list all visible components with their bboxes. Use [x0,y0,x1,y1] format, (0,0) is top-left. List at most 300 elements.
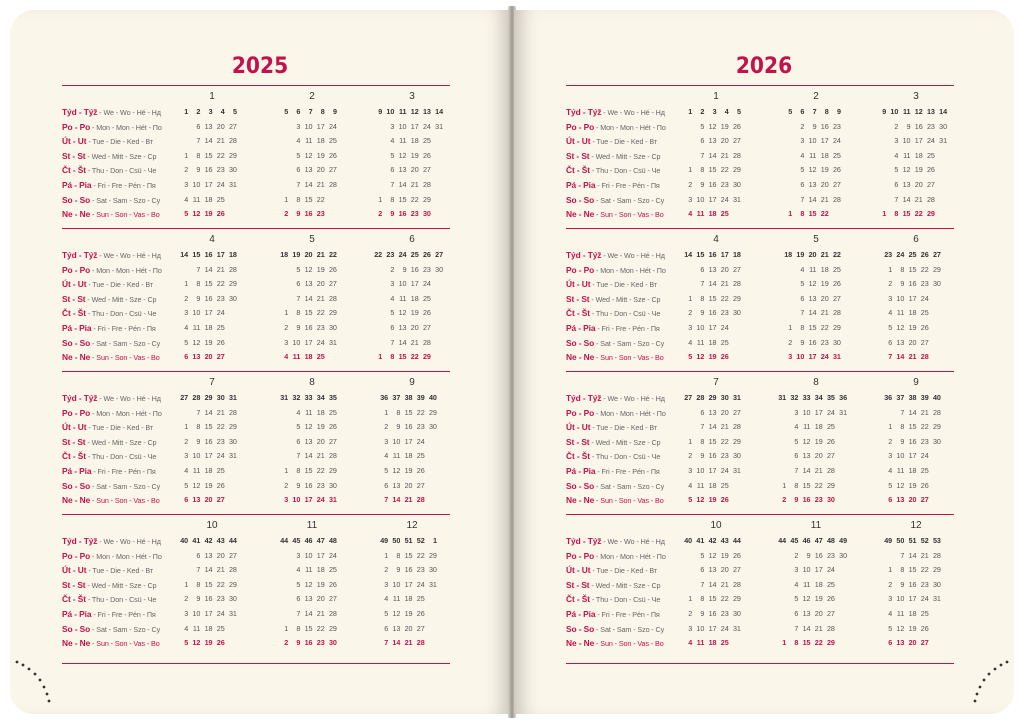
date-cell: 20 [404,480,413,490]
date-cell: 15 [708,436,717,446]
date-cell: 23 [416,565,425,575]
date-cell: 12 [192,638,201,648]
date-cell: 19 [914,165,923,175]
date-cell: 32 [292,393,301,402]
weekday-label: Út - Ut - Tue - Die - Ked - Вт [566,422,658,433]
date-cell: 27 [732,264,741,274]
date-cell [370,178,382,193]
date-cell: 8 [700,293,705,303]
date-cell: 29 [204,393,213,402]
date-cell: 33 [802,393,811,402]
divider-rule [566,514,954,515]
day-row [276,622,356,637]
date-cell: 18 [316,565,325,575]
date-cell: 18 [908,608,917,618]
date-cell: 7 [196,264,201,274]
date-cell: 23 [422,264,431,274]
quarter-block [62,371,450,514]
date-cell: 27 [422,165,431,175]
date-cell: 9 [794,495,799,505]
date-cell: 11 [696,337,705,347]
day-row [370,292,450,307]
date-cell [835,449,847,464]
weekday-label: Pá - Pia - Fri - Fre - Pén - Пя [566,322,660,333]
date-cell: 9 [700,608,705,618]
date-cell: 5 [184,638,189,648]
day-row [370,207,450,222]
date-cell: 24 [422,279,431,289]
weekday-label: So - So - Sat - Sam - Szo - Су [566,480,665,491]
date-cell: 19 [204,209,213,219]
date-cell: 25 [832,150,841,160]
date-cell: 36 [380,393,389,402]
date-cell: 23 [820,337,829,347]
date-cell: 10 [896,293,905,303]
date-cell [835,636,847,651]
date-cell: 4 [184,194,189,204]
day-row [880,420,960,435]
date-cell: 2 [700,107,705,116]
date-cell: 16 [820,121,829,131]
date-cell: 4 [888,465,893,475]
date-cell: 25 [328,407,337,417]
date-cell: 29 [732,436,741,446]
date-cell: 5 [296,264,301,274]
date-cell: 28 [696,393,705,402]
week-number-row [680,391,760,406]
date-cell: 31 [428,579,437,589]
weekday-labels [566,248,686,365]
date-cell: 6 [888,495,893,505]
date-cell: 21 [720,579,729,589]
day-row [376,578,456,593]
date-cell: 2 [184,594,189,604]
date-cell: 18 [708,337,717,347]
date-cell: 17 [808,352,817,362]
date-cell: 26 [826,594,835,604]
day-row [880,321,960,336]
date-cell: 28 [732,150,741,160]
date-cell: 13 [204,550,213,560]
day-row [680,563,760,578]
date-cell: 2 [688,451,693,461]
date-cell [276,435,288,450]
date-cell: 20 [404,623,413,633]
date-cell: 12 [696,495,705,505]
date-cell: 8 [824,107,829,116]
date-cell: 13 [304,165,313,175]
date-cell: 23 [926,121,935,131]
date-cell: 37 [896,393,905,402]
date-cell: 31 [228,393,237,402]
date-cell: 16 [204,436,213,446]
day-row [880,607,960,622]
date-cell: 24 [398,250,407,259]
date-cell: 21 [814,465,823,475]
date-cell: 13 [896,495,905,505]
date-cell: 4 [390,293,395,303]
date-cell: 13 [802,608,811,618]
date-cell: 48 [328,536,337,545]
date-cell: 25 [720,209,729,219]
date-cell: 8 [320,107,325,116]
day-row [370,134,450,149]
date-cell: 28 [926,194,935,204]
date-cell: 24 [920,594,929,604]
month-column [176,105,256,222]
day-row [780,120,860,135]
date-cell: 26 [720,495,729,505]
date-cell [425,493,437,508]
date-cell: 44 [778,536,787,545]
date-cell [774,464,786,479]
date-cell: 26 [328,422,337,432]
date-cell: 3 [384,436,389,446]
date-cell: 14 [896,352,905,362]
date-cell: 12 [398,150,407,160]
date-cell: 8 [390,352,395,362]
day-row [880,636,960,651]
date-cell: 20 [316,594,325,604]
date-cell: 6 [700,264,705,274]
date-cell [176,563,188,578]
day-row [176,321,256,336]
divider-rule [62,514,450,515]
date-cell: 35 [328,393,337,402]
date-cell: 16 [410,264,419,274]
day-row [276,479,356,494]
quarter-block [566,228,954,371]
date-cell: 18 [316,407,325,417]
date-cell [325,350,337,365]
date-cell: 28 [328,293,337,303]
weekday-label: Ne - Ne - Sun - Son - Vas - Во [62,638,160,649]
date-cell: 7 [196,565,201,575]
date-cell [835,464,847,479]
date-cell [276,563,288,578]
date-cell: 16 [304,209,313,219]
date-cell [370,263,382,278]
date-cell: 6 [800,107,805,116]
date-cell: 14 [808,194,817,204]
date-cell: 5 [384,465,389,475]
date-cell: 15 [204,422,213,432]
date-cell: 23 [814,495,823,505]
date-cell: 30 [939,121,948,131]
date-cell: 6 [794,451,799,461]
date-cell: 11 [902,107,911,116]
date-cell [431,178,443,193]
date-cell: 24 [720,465,729,475]
date-cell: 25 [216,465,225,475]
date-cell: 20 [304,250,313,259]
date-cell: 23 [920,279,929,289]
date-cell: 12 [192,337,201,347]
date-cell: 5 [688,352,693,362]
date-cell: 31 [732,623,741,633]
date-cell: 16 [304,638,313,648]
date-cell: 14 [398,179,407,189]
date-cell: 10 [896,594,905,604]
date-cell: 3 [184,451,189,461]
date-cell: 18 [404,594,413,604]
date-cell: 10 [796,352,805,362]
date-cell: 13 [204,121,213,131]
date-cell: 17 [708,322,717,332]
date-cell: 12 [914,107,923,116]
date-cell: 29 [826,480,835,490]
day-row [774,563,854,578]
date-cell: 1 [284,194,289,204]
date-cell: 6 [700,136,705,146]
date-cell: 21 [914,194,923,204]
date-cell: 32 [790,393,799,402]
date-cell [774,449,786,464]
date-cell: 25 [416,451,425,461]
date-cell: 11 [896,465,905,475]
date-cell: 16 [814,550,823,560]
date-cell [874,163,886,178]
date-cell: 2 [894,121,899,131]
weekday-label: Týd - Týž - We - Wo - Hé - Нд [566,250,665,260]
date-cell [780,120,792,135]
calendar-grid-right [566,85,954,657]
date-cell: 8 [700,594,705,604]
date-cell: 15 [204,579,213,589]
date-cell: 19 [316,422,325,432]
date-cell [370,163,382,178]
day-row [780,163,860,178]
date-cell: 27 [416,623,425,633]
date-cell: 30 [932,579,941,589]
date-cell: 11 [192,322,201,332]
date-cell: 10 [304,550,313,560]
day-row [176,578,256,593]
day-row [874,120,954,135]
date-cell [276,549,288,564]
date-cell: 24 [920,293,929,303]
date-cell: 30 [732,179,741,189]
date-cell [680,406,692,421]
date-cell [729,636,741,651]
date-cell: 27 [832,179,841,189]
date-cell: 1 [888,565,893,575]
date-cell: 24 [316,495,325,505]
date-cell: 25 [720,638,729,648]
day-row [176,406,256,421]
date-cell: 26 [422,150,431,160]
date-cell: 25 [316,352,325,362]
date-cell: 18 [814,422,823,432]
date-cell: 44 [228,536,237,545]
date-cell: 4 [220,107,225,116]
date-cell: 2 [284,480,289,490]
divider-rule [62,228,450,229]
date-cell: 15 [802,480,811,490]
month-column [680,534,760,651]
month-number: 8 [309,377,315,388]
day-row [680,306,760,321]
date-cell: 25 [328,565,337,575]
date-cell [774,435,786,450]
date-cell: 7 [296,293,301,303]
month-number: 2 [813,91,819,102]
date-cell: 6 [196,121,201,131]
date-cell: 40 [180,536,189,545]
date-cell [370,321,382,336]
date-cell [431,149,443,164]
day-row [276,563,356,578]
week-number-row [176,391,256,406]
date-cell: 8 [296,308,301,318]
date-cell: 14 [802,465,811,475]
date-cell: 5 [800,165,805,175]
date-cell: 28 [416,495,425,505]
date-cell: 28 [328,179,337,189]
date-cell: 15 [304,194,313,204]
date-cell: 17 [708,465,717,475]
quarter-block [62,228,450,371]
date-cell: 21 [820,194,829,204]
date-cell: 30 [228,436,237,446]
date-cell: 12 [304,150,313,160]
year-title-left: 2025 [231,54,289,79]
date-cell: 3 [284,495,289,505]
date-cell: 13 [708,407,717,417]
date-cell: 34 [814,393,823,402]
date-cell: 24 [896,250,905,259]
date-cell: 13 [192,352,201,362]
day-row [176,435,256,450]
day-row [680,163,760,178]
weekday-label: Po - Po - Mon - Mon - Hét - По [62,264,162,275]
date-cell: 13 [392,480,401,490]
date-cell: 18 [708,480,717,490]
date-cell: 10 [292,337,301,347]
date-cell: 1 [888,422,893,432]
date-cell: 21 [410,337,419,347]
date-cell: 21 [920,407,929,417]
day-row [780,336,860,351]
date-cell: 17 [708,194,717,204]
date-cell [225,493,237,508]
date-cell: 7 [308,107,313,116]
date-cell: 1 [184,150,189,160]
date-cell [225,350,237,365]
month-number: 9 [409,377,415,388]
date-cell [431,207,443,222]
date-cell: 9 [700,179,705,189]
date-cell: 6 [384,480,389,490]
date-cell: 15 [808,209,817,219]
date-cell: 18 [914,150,923,160]
date-cell: 17 [404,436,413,446]
day-row [176,622,256,637]
date-cell [276,263,288,278]
date-cell: 47 [316,536,325,545]
date-cell: 42 [204,536,213,545]
date-cell [780,292,792,307]
day-row [880,464,960,479]
weekday-labels [566,391,686,508]
date-cell [431,336,443,351]
date-cell: 1 [688,165,693,175]
month-number: 2 [309,91,315,102]
date-cell: 7 [800,194,805,204]
date-cell: 31 [732,393,741,402]
date-cell: 8 [196,422,201,432]
date-cell: 23 [216,293,225,303]
date-cell: 5 [788,107,793,116]
divider-rule [566,228,954,229]
date-cell: 12 [398,308,407,318]
date-cell: 27 [216,495,225,505]
date-cell: 18 [732,250,741,259]
date-cell [774,420,786,435]
date-cell: 1 [688,293,693,303]
day-row [880,263,960,278]
date-cell: 31 [228,608,237,618]
date-cell: 14 [204,264,213,274]
date-cell: 10 [696,322,705,332]
day-row [680,321,760,336]
weekday-label: So - So - Sat - Sam - Szo - Су [62,480,161,491]
date-cell: 31 [435,121,444,131]
weekday-label: Týd - Týž - We - Wo - Hé - Нд [62,250,161,260]
date-cell: 33 [304,393,313,402]
weekday-labels [62,534,182,651]
date-cell: 11 [305,565,313,575]
date-cell: 22 [416,550,425,560]
day-row [376,622,456,637]
day-row [874,178,954,193]
date-cell: 21 [814,623,823,633]
date-cell: 9 [700,451,705,461]
date-cell: 16 [708,250,717,259]
date-cell: 19 [316,579,325,589]
date-cell: 12 [410,107,419,116]
date-cell [276,578,288,593]
date-cell: 7 [700,422,705,432]
date-cell: 3 [888,594,893,604]
date-cell: 3 [184,308,189,318]
day-row [774,435,854,450]
date-cell: 8 [894,209,899,219]
date-cell: 3 [296,550,301,560]
date-cell: 1 [384,407,389,417]
date-cell: 29 [328,465,337,475]
date-cell: 9 [882,107,887,116]
date-cell: 8 [800,209,805,219]
date-cell: 5 [700,121,705,131]
date-cell: 17 [814,407,823,417]
weekday-label: Po - Po - Mon - Mon - Hét - По [566,550,666,561]
date-cell: 51 [908,536,917,545]
weekday-label: Po - Po - Mon - Mon - Hét - По [566,121,666,132]
date-cell [176,134,188,149]
date-cell: 8 [296,194,301,204]
date-cell: 12 [708,121,717,131]
day-row [370,120,450,135]
date-cell: 6 [196,550,201,560]
week-number-row [276,391,356,406]
date-cell: 40 [428,393,437,402]
date-cell: 16 [808,337,817,347]
date-cell: 17 [720,250,729,259]
date-cell: 14 [708,422,717,432]
day-row [774,636,854,651]
day-row [680,120,760,135]
